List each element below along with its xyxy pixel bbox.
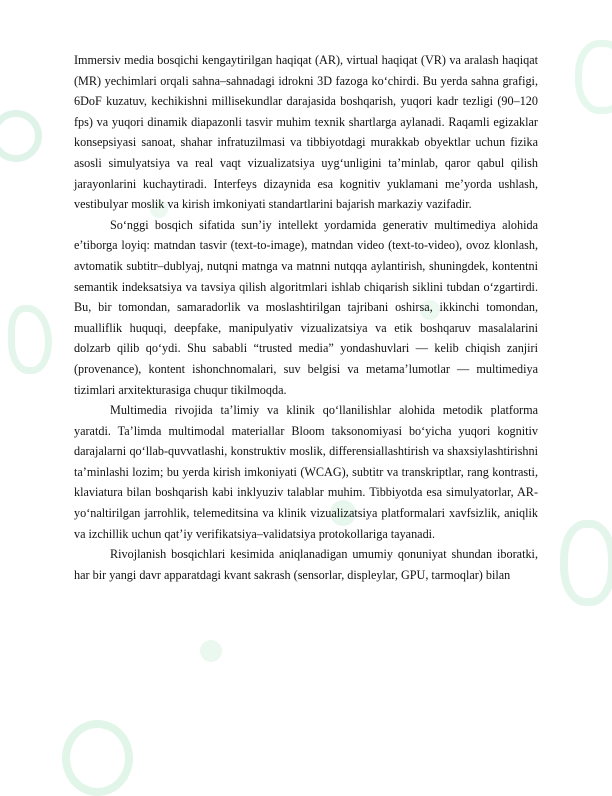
watermark-shape [0, 110, 42, 162]
paragraph-1: Immersiv media bosqichi kengaytirilgan haqiqat (AR), virtual haqiqat (VR) va aralash haqiqat (MR) yechimlari orqali sahna–sahnadagi idrokni 3D fazoga ko‘chirdi. Bu yerda sahna grafigi, 6DoF kuzatuv, kechikishni millisekundlar darajasida boshqarish, yuqori kadr tezligi (90–120 fps) va yuqori dinamik diapazonli tasvir muhim texnik shartlarga aylanadi. Raqamli egizaklar konsepsiyasi sanoat, shahar infratuzilmasi va tibbiyotdagi murakkab obyektlar uchun fizika asosli simulyatsiya va real vaqt vizualizatsiya uyg‘unligini ta’minlab, qaror qabul qilish jarayonlarini kuchaytiradi. Interfeys dizaynida esa kognitiv yuklamani me’yorda ushlash, vestibulyar moslik va kirish imkoniyati standartlarini bajarish markaziy vazifadir. [74, 53, 538, 212]
watermark-shape [575, 40, 612, 114]
watermark-shape [560, 520, 612, 606]
body-text [74, 50, 538, 585]
paragraph-2: So‘nggi bosqich sifatida sun’iy intellekt yordamida generativ multimediya alohida e’tiborga loyiq: matndan tasvir (text-to-image), matndan video (text-to-video), ovoz klonlash, avtomatik subtitr–dublyaj, nutqni matnga va matnni nutqqa aylantirish, shuningdek, kontentni semantik indeksatsiya va tavsiya qilish algoritmlari ishlab chiqarish siklini tubdan o‘zgartirdi. Bu, bir tomondan, samaradorlik va moslashtirilgan tajribani oshirsa, ikkinchi tomondan, mualliflik huquqi, deepfake, manipulyativ vizualizatsiya va etik boshqaruv masalalarini dolzarb qilib qo‘ydi. Shu sababli “trusted media” yondashuvlari — kelib chiqish zanjiri (provenance), kontent ishonchnomalari, suv belgisi va metama’lumotlar — multimediya tizimlari arxitekturasiga chuqur tikilmoqda. [74, 217, 538, 397]
paragraph-4: Rivojlanish bosqichlari kesimida aniqlanadigan umumiy qonuniyat shundan iboratki, har bir yangi davr apparatdagi kvant sakrash (sensorlar, displeylar, GPU, tarmoqlar) bilan [74, 547, 538, 582]
watermark-shape [200, 640, 222, 662]
paragraph-3: Multimedia rivojida ta’limiy va klinik qo‘llanilishlar alohida metodik platforma yaratdi. Ta’limda multimodal materiallar Bloom taksonomiyasi bo‘yicha yuqori kognitiv darajalarni qo‘llab-quvvatlashi, konstruktiv moslik, differensiallashtirish va shaxsiylashtirishni ta’minlashi lozim; bu yerda kirish imkoniyati (WCAG), subtitr va transkriptlar, rang kontrasti, klaviatura bilan boshqarish kabi inklyuziv talablar muhim. Tibbiyotda esa simulyatorlar, AR-yo‘naltirilgan jarrohlik, telemeditsina va klinik vizualizatsiya platformalari xavfsizlik, aniqlik va izchillik uchun qat’iy verifikatsiya–validatsiya protokollariga tayanadi. [74, 403, 538, 541]
watermark-shape [62, 720, 133, 796]
watermark-shape [8, 305, 52, 374]
